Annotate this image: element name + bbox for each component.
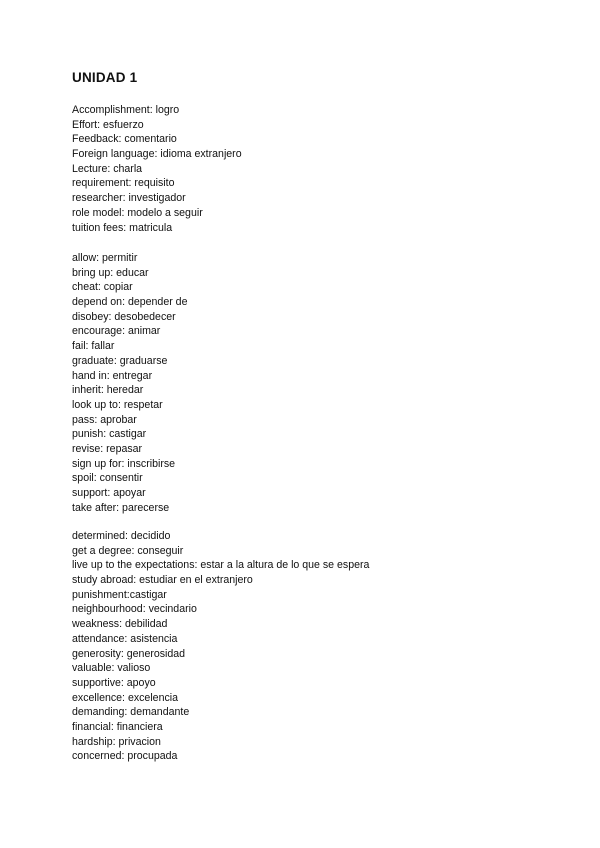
vocabulary-item: hand in: entregar [72, 369, 153, 382]
vocabulary-item: determined: decidido [72, 530, 171, 542]
vocabulary-item: graduate: graduarse [72, 354, 168, 367]
vocabulary-item: neighbourhood: vecindario [72, 603, 197, 616]
vocabulary-item: look up to: respetar [72, 398, 163, 411]
vocabulary-item: financial: financiera [72, 720, 163, 733]
vocabulary-item: depend on: depender de [72, 296, 188, 309]
vocabulary-item: attendance: asistencia [72, 632, 178, 645]
vocabulary-item: Feedback: comentario [72, 133, 177, 146]
vocabulary-item: supportive: apoyo [72, 676, 156, 689]
vocabulary-item: sign up for: inscribirse [72, 457, 176, 470]
vocabulary-item: excellence: excelencia [72, 691, 178, 704]
vocabulary-group-nouns [72, 103, 242, 235]
vocabulary-item: generosity: generosidad [72, 647, 186, 660]
vocabulary-item: pass: aprobar [72, 413, 137, 426]
vocabulary-item: get a degree: conseguir [72, 544, 184, 557]
vocabulary-group-verbs [72, 251, 187, 515]
vocabulary-item: revise: repasar [72, 442, 143, 455]
vocabulary-item: encourage: animar [72, 325, 161, 338]
vocabulary-item: requirement: requisito [72, 177, 175, 190]
page-title: UNIDAD 1 [72, 70, 138, 85]
vocabulary-item: Effort: esfuerzo [72, 118, 144, 131]
vocabulary-item: role model: modelo a seguir [72, 206, 203, 219]
vocabulary-item: tuition fees: matricula [72, 221, 173, 234]
vocabulary-item: bring up: educar [72, 266, 149, 279]
vocabulary-item: fail: fallar [72, 340, 115, 353]
vocabulary-item: weakness: debilidad [72, 618, 168, 631]
vocabulary-item: demanding: demandante [72, 706, 190, 719]
vocabulary-item: support: apoyar [72, 487, 146, 499]
vocabulary-item: hardship: privacion [72, 735, 161, 748]
vocabulary-item: concerned: procupada [72, 750, 178, 763]
vocabulary-item: punish: castigar [72, 428, 147, 441]
vocabulary-item: disobey: desobedecer [72, 310, 176, 323]
vocabulary-item: allow: permitir [72, 252, 138, 264]
vocabulary-item: Lecture: charla [72, 162, 143, 175]
vocabulary-item: study abroad: estudiar en el extranjero [72, 574, 253, 587]
vocabulary-item: take after: parecerse [72, 501, 170, 514]
vocabulary-item: punishment:castigar [72, 588, 167, 601]
vocabulary-item: live up to the expectations: estar a la altura de lo que se espera [72, 559, 370, 572]
vocabulary-item: cheat: copiar [72, 281, 133, 294]
vocabulary-item: researcher: investigador [72, 192, 186, 205]
vocabulary-group-misc [72, 529, 369, 764]
vocabulary-item: valuable: valioso [72, 662, 151, 675]
vocabulary-item: Foreign language: idioma extranjero [72, 148, 242, 161]
vocabulary-item: inherit: heredar [72, 384, 144, 397]
vocabulary-item: Accomplishment: logro [72, 104, 180, 116]
vocabulary-item: spoil: consentir [72, 472, 143, 485]
